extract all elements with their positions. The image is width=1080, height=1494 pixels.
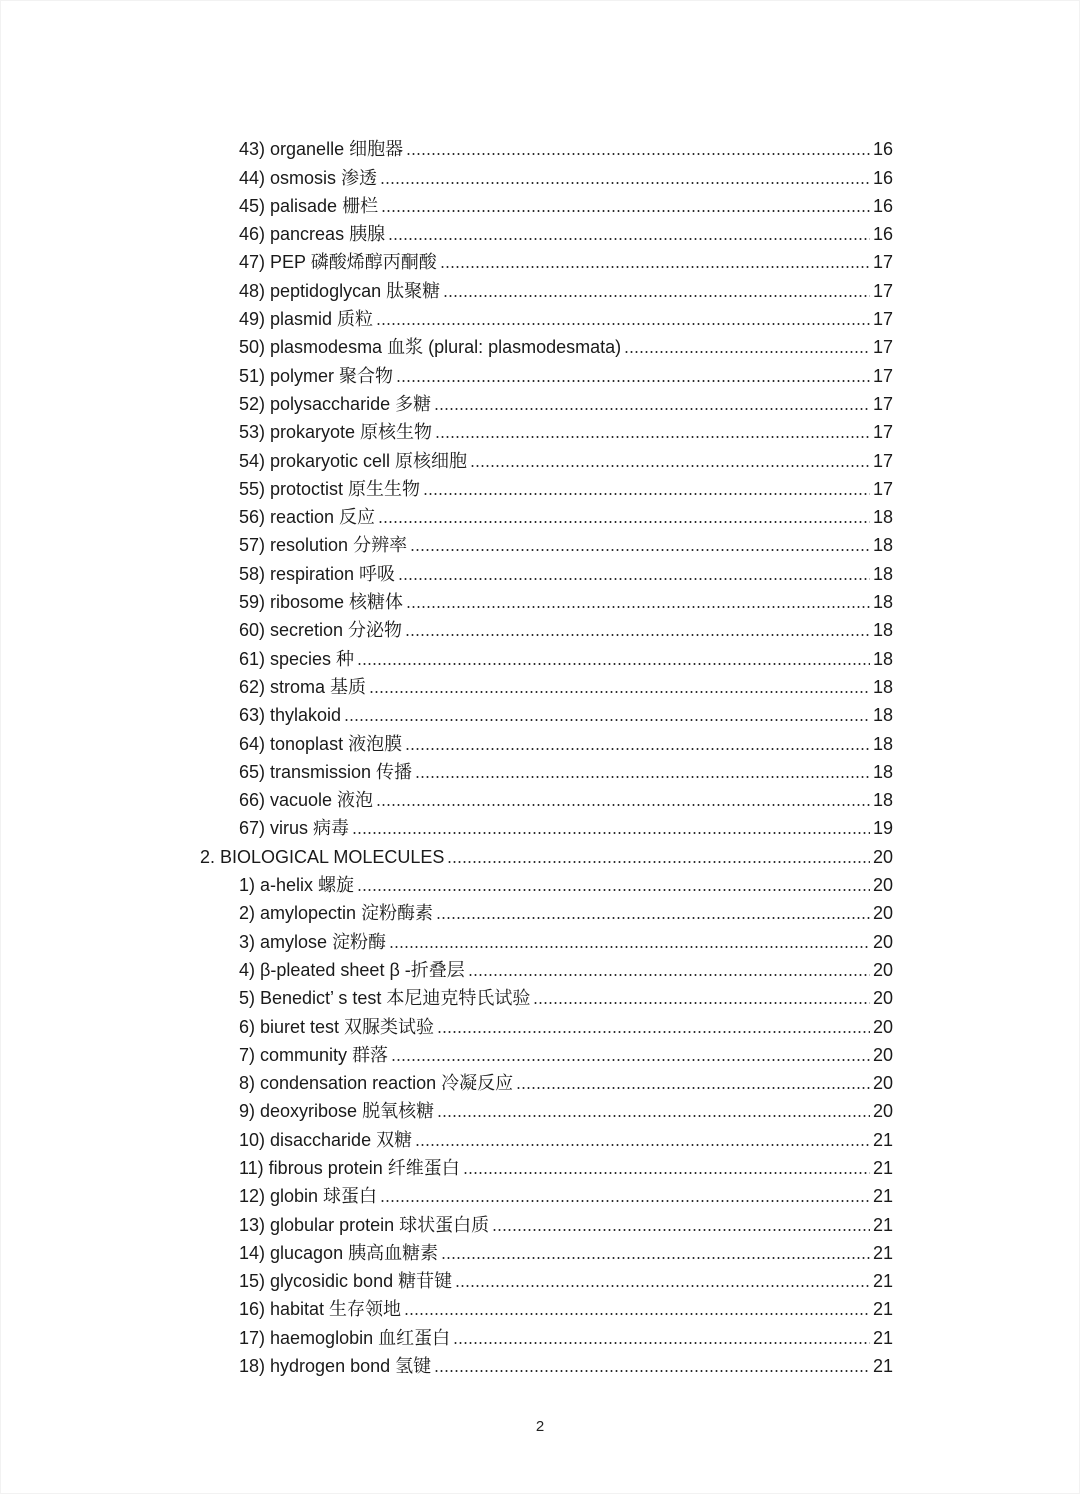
toc-entry-label: 11) fibrous protein 纤维蛋白 [239,1157,460,1178]
toc-entry[interactable] [0,330,893,358]
dot-leader [415,1133,870,1147]
toc-entry-label: 51) polymer 聚合物 [239,365,394,386]
toc-entry-label: 65) transmission 传播 [239,761,413,782]
toc-entry-label: 45) palisade 栅栏 [239,195,379,216]
dot-leader [410,538,870,552]
dot-leader [441,1246,870,1260]
toc-entry-label: 16) habitat 生存领地 [239,1299,402,1320]
toc-entry-label: 8) condensation reaction 冷凝反应 [239,1073,514,1094]
toc-entry-label: 54) prokaryotic cell 原核细胞 [239,450,468,471]
toc-entry[interactable] [0,953,893,981]
toc-entry-label: 63) thylakoid [239,705,342,726]
toc-entry[interactable] [0,783,893,811]
dot-leader [492,1218,870,1232]
toc-entry-page: 17 [872,252,893,273]
toc-entry-label: 14) glucagon 胰高血糖素 [239,1242,439,1263]
toc-entry[interactable] [0,1151,893,1179]
toc-entry-page: 16 [872,139,893,160]
toc-entry[interactable] [0,387,893,415]
toc-entry[interactable] [0,1066,893,1094]
toc-entry-page: 17 [872,450,893,471]
dot-leader [389,935,870,949]
table-of-contents [0,132,1080,1377]
toc-entry[interactable] [0,160,893,188]
toc-entry-label: 52) polysaccharide 多糖 [239,393,432,414]
toc-entry[interactable] [0,1292,893,1320]
toc-entry-page: 21 [872,1356,893,1377]
dot-leader [443,284,870,298]
toc-section-heading[interactable] [0,839,893,867]
toc-entry[interactable] [0,1236,893,1264]
dot-leader [357,652,870,666]
toc-entry[interactable] [0,811,893,839]
page-number: 2 [535,1418,545,1435]
toc-entry-page: 18 [872,790,893,811]
toc-entry-page: 18 [872,592,893,613]
dot-leader [369,680,870,694]
dot-leader [406,595,870,609]
toc-entry-page: 16 [872,167,893,188]
toc-entry-page: 17 [872,337,893,358]
toc-entry-page: 20 [872,1101,893,1122]
toc-entry[interactable] [0,1038,893,1066]
toc-entry[interactable] [0,1320,893,1348]
toc-entry-label: 60) secretion 分泌物 [239,620,403,641]
toc-entry[interactable] [0,1207,893,1235]
toc-entry-page: 17 [872,280,893,301]
dot-leader [405,623,870,637]
dot-leader [415,765,870,779]
toc-entry-label: 6) biuret test 双脲类试验 [239,1016,435,1037]
toc-entry-label: 57) resolution 分辨率 [239,535,408,556]
toc-entry[interactable] [0,273,893,301]
dot-leader [357,878,870,892]
toc-entry-page: 17 [872,422,893,443]
toc-entry[interactable] [0,726,893,754]
dot-leader [434,397,870,411]
toc-entry-page: 18 [872,733,893,754]
dot-leader [406,142,870,156]
dot-leader [388,227,870,241]
toc-entry-page: 21 [872,1214,893,1235]
toc-entry-label: 17) haemoglobin 血红蛋白 [239,1327,451,1348]
toc-entry-label: 12) globin 球蛋白 [239,1186,378,1207]
toc-entry-label: 59) ribosome 核糖体 [239,592,404,613]
toc-entry-label: 4) β-pleated sheet β -折叠层 [239,959,465,980]
toc-entry-label: 46) pancreas 胰腺 [239,224,386,245]
toc-entry[interactable] [0,556,893,584]
dot-leader [440,255,870,269]
toc-entry-label: 49) plasmid 质粒 [239,309,374,330]
dot-leader [376,793,870,807]
toc-entry[interactable] [0,868,893,896]
toc-entry-label: 44) osmosis 渗透 [239,167,378,188]
toc-entry-page: 21 [872,1186,893,1207]
toc-entry[interactable] [0,189,893,217]
toc-entry[interactable] [0,217,893,245]
toc-entry-page: 21 [872,1299,893,1320]
dot-leader [470,454,870,468]
toc-entry[interactable] [0,1349,893,1377]
toc-entry-label: 55) protoctist 原生生物 [239,478,421,499]
toc-entry-page: 16 [872,195,893,216]
toc-entry-label: 5) Benedict’ s test 本尼迪克特氏试验 [239,988,531,1009]
dot-leader [405,737,870,751]
dot-leader [453,1331,870,1345]
toc-entry-label: 1) a-helix 螺旋 [239,875,355,896]
toc-entry[interactable] [0,132,893,160]
toc-entry[interactable] [0,1094,893,1122]
dot-leader [398,567,870,581]
toc-entry-label: 61) species 种 [239,648,355,669]
toc-entry[interactable] [0,302,893,330]
toc-entry[interactable] [0,1264,893,1292]
toc-entry-page: 17 [872,365,893,386]
toc-entry[interactable] [0,415,893,443]
toc-entry-label: 56) reaction 反应 [239,507,376,528]
toc-entry-page: 17 [872,478,893,499]
toc-entry-label: 15) glycosidic bond 糖苷键 [239,1271,453,1292]
toc-entry-label: 64) tonoplast 液泡膜 [239,733,403,754]
toc-entry[interactable] [0,443,893,471]
dot-leader [437,1104,870,1118]
toc-entry-page: 18 [872,507,893,528]
toc-entry-page: 21 [872,1157,893,1178]
dot-leader [455,1274,870,1288]
toc-entry-page: 18 [872,705,893,726]
toc-entry-label: 58) respiration 呼吸 [239,563,396,584]
toc-entry-page: 20 [872,1044,893,1065]
toc-entry-label: 10) disaccharide 双糖 [239,1129,413,1150]
toc-entry[interactable] [0,896,893,924]
toc-entry-label: 43) organelle 细胞器 [239,139,404,160]
dot-leader [423,482,870,496]
toc-entry[interactable] [0,1179,893,1207]
toc-entry-page: 17 [872,309,893,330]
toc-entry-label: 13) globular protein 球状蛋白质 [239,1214,490,1235]
toc-entry-label: 66) vacuole 液泡 [239,790,374,811]
toc-entry-label: 7) community 群落 [239,1044,389,1065]
toc-entry-label: 18) hydrogen bond 氢键 [239,1356,432,1377]
toc-entry[interactable] [0,1009,893,1037]
toc-entry-page: 18 [872,648,893,669]
toc-entry-page: 20 [872,1073,893,1094]
toc-entry-page: 18 [872,761,893,782]
toc-entry-page: 17 [872,393,893,414]
dot-leader [468,963,870,977]
toc-entry-label: 2. BIOLOGICAL MOLECULES [200,846,445,867]
toc-entry-page: 20 [872,931,893,952]
toc-entry-page: 20 [872,903,893,924]
toc-entry-label: 2) amylopectin 淀粉酶素 [239,903,434,924]
toc-entry[interactable] [0,641,893,669]
dot-leader [378,510,870,524]
toc-entry-label: 53) prokaryote 原核生物 [239,422,433,443]
toc-entry-page: 21 [872,1129,893,1150]
dot-leader [436,906,870,920]
dot-leader [533,991,870,1005]
toc-entry[interactable] [0,472,893,500]
toc-entry[interactable] [0,670,893,698]
toc-entry[interactable] [0,755,893,783]
toc-entry-page: 19 [872,818,893,839]
toc-entry[interactable] [0,981,893,1009]
toc-entry-page: 16 [872,224,893,245]
dot-leader [381,199,870,213]
toc-entry-page: 20 [872,988,893,1009]
dot-leader [435,425,870,439]
toc-entry-label: 67) virus 病毒 [239,818,350,839]
dot-leader [380,171,870,185]
dot-leader [344,708,870,722]
toc-entry-page: 18 [872,676,893,697]
dot-leader [437,1020,870,1034]
toc-entry-label: 47) PEP 磷酸烯醇丙酮酸 [239,252,437,273]
toc-entry-label: 50) plasmodesma 血浆 (plural: plasmodesmata) [239,337,622,358]
dot-leader [447,850,870,864]
dot-leader [352,821,870,835]
toc-entry-label: 48) peptidoglycan 肽聚糖 [239,280,441,301]
toc-entry-page: 18 [872,535,893,556]
toc-entry-page: 20 [872,1016,893,1037]
toc-entry[interactable] [0,585,893,613]
toc-entry-page: 21 [872,1242,893,1263]
toc-entry[interactable] [0,358,893,386]
dot-leader [376,312,870,326]
toc-entry[interactable] [0,1122,893,1150]
toc-entry[interactable] [0,613,893,641]
toc-entry-page: 20 [872,875,893,896]
toc-entry-page: 20 [872,959,893,980]
dot-leader [396,369,870,383]
toc-entry[interactable] [0,500,893,528]
toc-entry-label: 3) amylose 淀粉酶 [239,931,387,952]
dot-leader [624,340,870,354]
dot-leader [516,1076,870,1090]
toc-entry-page: 21 [872,1271,893,1292]
toc-entry-page: 18 [872,620,893,641]
dot-leader [391,1048,870,1062]
dot-leader [463,1161,870,1175]
toc-entry[interactable] [0,245,893,273]
dot-leader [380,1189,870,1203]
dot-leader [404,1302,870,1316]
toc-entry[interactable] [0,698,893,726]
dot-leader [434,1359,870,1373]
toc-entry[interactable] [0,528,893,556]
toc-entry-page: 20 [872,846,893,867]
toc-entry-label: 62) stroma 基质 [239,676,367,697]
toc-entry[interactable] [0,924,893,952]
toc-entry-page: 21 [872,1327,893,1348]
toc-entry-label: 9) deoxyribose 脱氧核糖 [239,1101,435,1122]
toc-entry-page: 18 [872,563,893,584]
